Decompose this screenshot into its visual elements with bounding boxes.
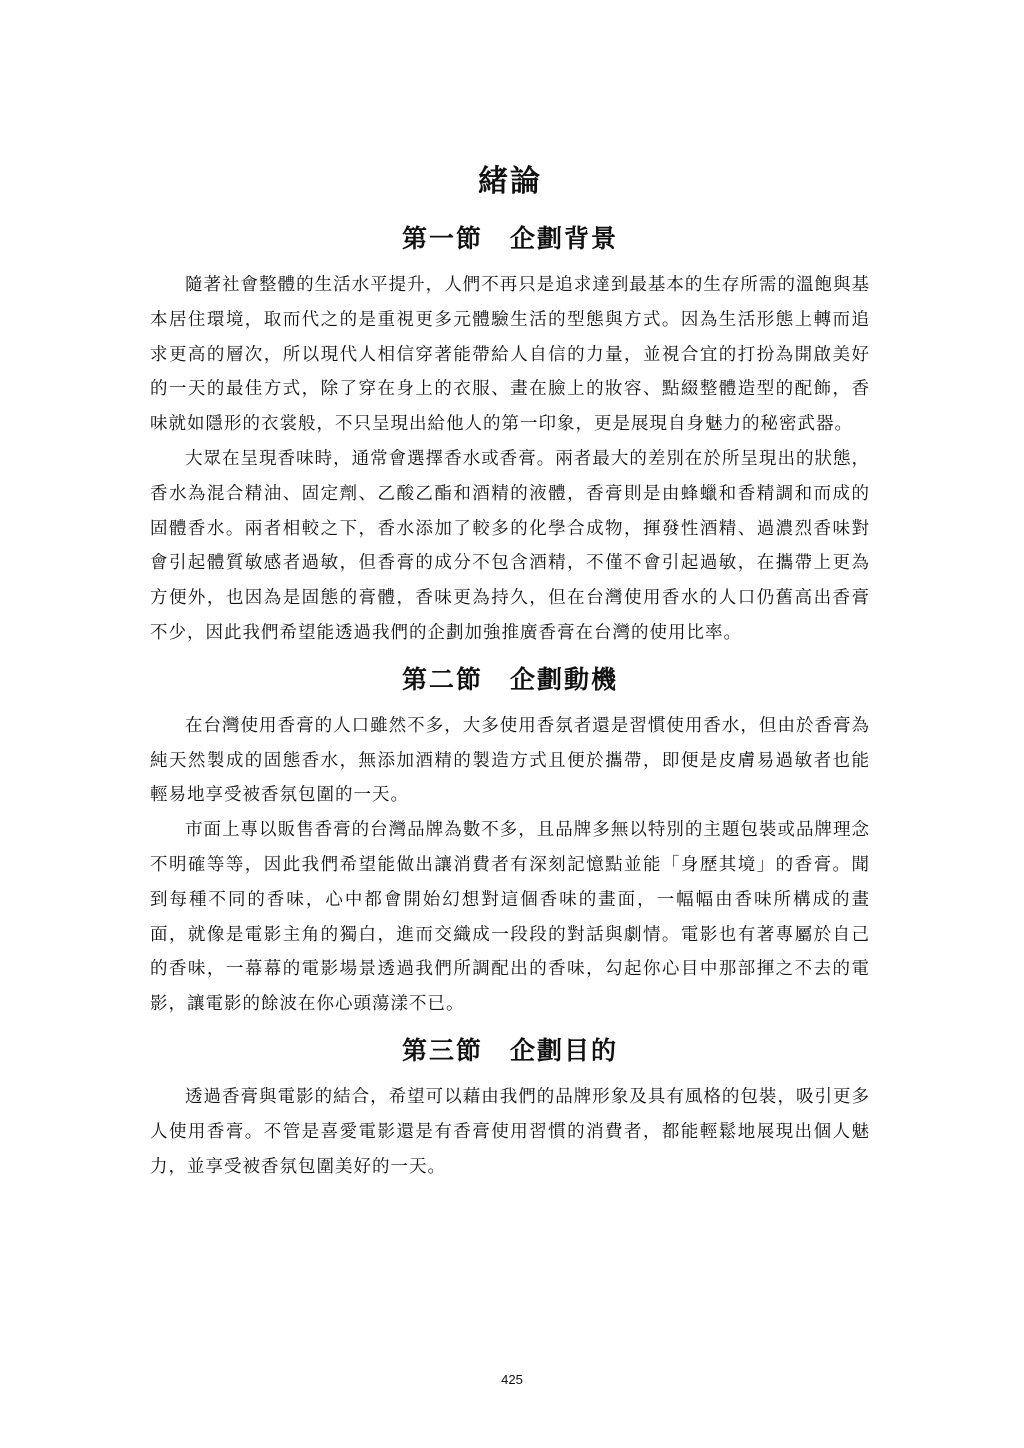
body-paragraph: 市面上專以販售香膏的台灣品牌為數不多，且品牌多無以特別的主題包裝或品牌理念不明確等等，因此我們希望能做出讓消費者有深刻記憶點並能「身歷其境」的香膏。聞到每種不同的香味，心中都會開始幻想對這個香味的畫面，一幅幅由香味所構成的畫面，就像是電影主角的獨白，進而交織成一段段的對話與劇情。電影也有著專屬於自己的香味，一幕幕的電影場景透過我們所調配出的香味，勾起你心目中那部揮之不去的電影，讓電影的餘波在你心頭蕩漾不已。: [150, 820, 870, 1015]
section-heading: 第二節 企劃動機: [401, 664, 618, 694]
section-heading: 第三節 企劃目的: [401, 1035, 618, 1065]
body-paragraph: 隨著社會整體的生活水平提升，人們不再只是追求達到最基本的生存所需的溫飽與基本居住環境，取而代之的是重視更多元體驗生活的型態與方式。因為生活形態上轉而追求更高的層次，所以現代人相信穿著能帶給人自信的力量，並視合宜的打扮為開啟美好的一天的最佳方式，除了穿在身上的衣服、畫在臉上的妝容、點綴整體造型的配飾，香味就如隱形的衣裳般，不只呈現出給他人的第一印象，更是展現自身魅力的秘密武器。: [150, 275, 870, 435]
body-paragraph: 透過香膏與電影的結合，希望可以藉由我們的品牌形象及具有風格的包裝，吸引更多人使用香膏。不管是喜愛電影還是有香膏使用習慣的消費者，都能輕鬆地展現出個人魅力，並享受被香氛包圍美好的一天。: [150, 1086, 870, 1177]
section-heading: 第一節 企劃背景: [401, 224, 618, 253]
chapter-title: 緒論: [478, 164, 542, 199]
body-paragraph: 在台灣使用香膏的人口雖然不多，大多使用香氛者還是習慣使用香水，但由於香膏為純天然製成的固態香水，無添加酒精的製造方式且便於攜帶，即便是皮膚易過敏者也能輕易地享受被香氛包圍的一天。: [150, 715, 870, 806]
page-content: [150, 158, 870, 1184]
page-number: 425: [501, 1372, 523, 1387]
body-paragraph: 大眾在呈現香味時，通常會選擇香水或香膏。兩者最大的差別在於所呈現出的狀態，香水為混合精油、固定劑、乙酸乙酯和酒精的液體，香膏則是由蜂蠟和香精調和而成的固體香水。兩者相較之下，香水添加了較多的化學合成物，揮發性酒精、過濃烈香味對會引起體質敏感者過敏，但香膏的成分不包含酒精，不僅不會引起過敏，在攜帶上更為方便外，也因為是固態的膏體，香味更為持久，但在台灣使用香水的人口仍舊高出香膏不少，因此我們希望能透過我們的企劃加強推廣香膏在台灣的使用比率。: [150, 448, 870, 643]
